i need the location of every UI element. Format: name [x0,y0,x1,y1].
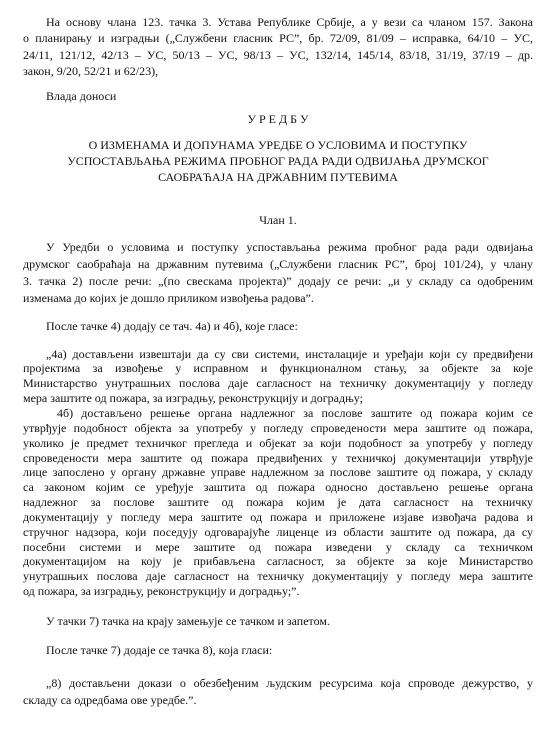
article-1-paragraph [23,239,533,307]
act-type-block [23,111,533,127]
act-title-line: САОБРАЋАЈА НА ДРЖАВНИМ ПУТЕВИМА [158,170,398,184]
act-title-line: УСПОСТАВЉАЊА РЕЖИМА ПРОБНОГ РАДА РАДИ ОДВИЈАЊА ДРУМСКОГ [67,154,489,168]
quoted-item-4b-line: спроведености мера заштите од пожара предвиђених у техничкој документацији утврђује [23,450,533,465]
quoted-item-4b-line: лице запослено у органу државне управе надлежном за послове заштите од пожара, у складу [23,465,533,480]
quoted-item-4a-line: мера заштите од пожара, за изградњу, реконструкцију и доградњу; [23,391,363,406]
quoted-items-4a-4b [23,347,533,599]
quoted-item-4b-line: од пожара, за изградњу, реконструкцију и доградњу;”. [23,584,300,599]
article-paragraph-line: У Уредби о условима и поступку успостављања режима пробног рада ради одвијања [46,239,533,254]
quoted-item-8 [23,675,533,709]
preamble-line: закон, 9/20, 52/21 и 62/23), [23,63,159,78]
article-heading: Члан 1. [259,213,297,227]
quoted-item-4b-line: утврђује подобност објекта за употребу у погледу спроведености мера заштите од пожара, [23,420,533,435]
quoted-item-8-line: „8) достављени докази о обезбеђеним људским ресурсима која спроводе дежурство, у [46,675,533,690]
act-type-heading: У Р Е Д Б У [247,112,309,126]
preamble-line: На основу члана 123. тачка 3. Устава Републике Србије, а у вези са чланом 157. Закона [46,14,533,29]
amendment-instruction-block [23,318,533,334]
quoted-item-4b-line: документацију у погледу мера заштите од пожара и приложене изјаве извођача радова и [23,509,533,524]
act-title-line: О ИЗМЕНАМА И ДОПУНАМА УРЕДБЕ О УСЛОВИМА И ПОСТУПКУ [88,138,468,152]
quoted-item-4a-line: Министарство унутрашњих послова даје сагласност на техничку документацију у погледу [23,376,533,391]
amendment-instruction-block [23,613,533,629]
preamble-line: 24/11, 121/12, 42/13 – УС, 50/13 – УС, 98/13 – УС, 132/14, 145/14, 83/18, 31/19, 37/19 – др. [23,47,533,62]
article-paragraph-line: друмског саобраћаја на државним путевима („Службени гласник РС”, број 101/24), у члану [23,256,533,271]
quoted-item-4b-line: уколико је предмет техничког прегледа и објекат за који подобност за употребу у погледу [23,435,533,450]
enacting-clause-block [23,88,533,104]
quoted-item-4a-line: „4а) достављени извештаји да су сви системи, инсталације и уређаји који су предвиђени [46,346,533,361]
preamble [23,14,533,80]
preamble-line: о планирању и изградњи („Службени гласник РС”, бр. 72/09, 81/09 – исправка, 64/10 – УС, [23,31,533,46]
quoted-item-8-line: складу са одредбама ове уредбе.”. [23,692,197,707]
enacting-clause: Влада доноси [46,89,117,103]
article-heading-block [23,212,533,228]
quoted-item-4b-line: посебни системи и мере заштите од пожара изведени у складу са техничком [23,539,533,554]
quoted-item-4b-line: 4б) достављено решење органа надлежног за послове заштите од пожара којим се [57,405,533,420]
quoted-item-4b-line: документацијом на коју је прибављена сагласност, за објекте за које Министарство [23,554,533,569]
act-title [23,137,533,185]
amendment-instruction: После тачке 7) додаје се тачка 8), која гласи: [46,643,273,657]
quoted-item-4b-line: надлежног за послове заштите од пожара којим је дата сагласност на техничку [23,495,533,510]
quoted-item-4b-line: са законом којим се уређује заштита од пожара односно достављено решење органа [23,480,533,495]
amendment-instruction: У тачки 7) тачка на крају замењује се тачком и запетом. [46,614,331,628]
article-paragraph-line: 3. тачка 2) после речи: „(по свескама пројекта)” додају се речи: „и у складу са одобреним [23,273,533,288]
quoted-item-4a-line: пројектима за извођење у исправном и функционалном стању, за објекте за које [23,361,533,376]
quoted-item-4b-line: унутрашњих послова даје сагласност на техничку документацију у погледу мера заштите [23,569,533,584]
amendment-instruction-block [23,642,533,658]
amendment-instruction: После тачке 4) додају се тач. 4а) и 4б), које гласе: [46,319,298,333]
quoted-item-4b-line: стручног надзора, који поседују одговарајуће лиценце из области заштите од пожара, да су [23,524,533,539]
article-paragraph-line: изменама до којих је дошло приликом извођења радова”. [23,290,314,305]
